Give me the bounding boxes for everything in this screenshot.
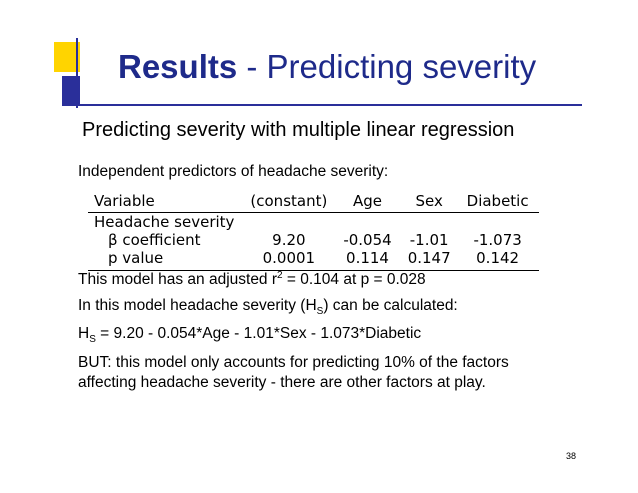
calculation-text: In this model headache severity $(H_S)$ can be calculated:	[78, 297, 458, 318]
table-header-cell: Sex	[402, 191, 461, 213]
table-section-row	[88, 213, 539, 232]
intro-text: Independent predictors of headache severity:	[78, 163, 389, 180]
table-cell: -1.073	[473, 231, 522, 249]
results-table	[88, 191, 539, 271]
slide-title	[118, 50, 536, 83]
table-header-cell: (constant)	[244, 191, 337, 213]
slide-subtitle: Predicting severity with multiple linear regression	[82, 119, 515, 141]
table-cell: -1.01	[409, 231, 449, 249]
table-row-label: β coefficient	[108, 231, 201, 249]
table-cell: 9.20	[272, 231, 306, 249]
title-rest: - Predicting severity	[237, 48, 537, 85]
caveat-line-1: BUT: this model only accounts for predicting 10% of the factors	[78, 354, 509, 371]
caveat-line-2: affecting headache severity - there are other factors at play.	[78, 374, 486, 391]
table-cell: 0.147	[407, 249, 451, 267]
table-cell: 0.0001	[262, 249, 316, 267]
table-header-cell: Diabetic	[461, 191, 539, 213]
title-underline	[62, 104, 582, 106]
accent-vertical-line	[76, 38, 78, 108]
table-cell: -0.054	[343, 231, 392, 249]
title-bold: Results	[118, 48, 238, 85]
table-header-cell: Age	[337, 191, 401, 213]
table-row	[88, 231, 539, 249]
table-row	[88, 249, 539, 271]
table-header-cell: Variable	[88, 191, 244, 213]
table-row-label: p value	[108, 249, 164, 267]
table-header-row	[88, 191, 539, 213]
equation-text: $H_S = 9.20 - 0.054*Age - 1.01*Sex$ - 1.073*Diabetic	[78, 325, 422, 346]
table-section-label: Headache severity	[94, 213, 235, 231]
model-fit-text: This model has an adjusted $r^2 = 0.104$ at p = 0.028	[78, 270, 426, 289]
page-number: 38	[566, 451, 577, 461]
table-cell: 0.114	[346, 249, 389, 267]
table-cell: 0.142	[476, 249, 520, 267]
